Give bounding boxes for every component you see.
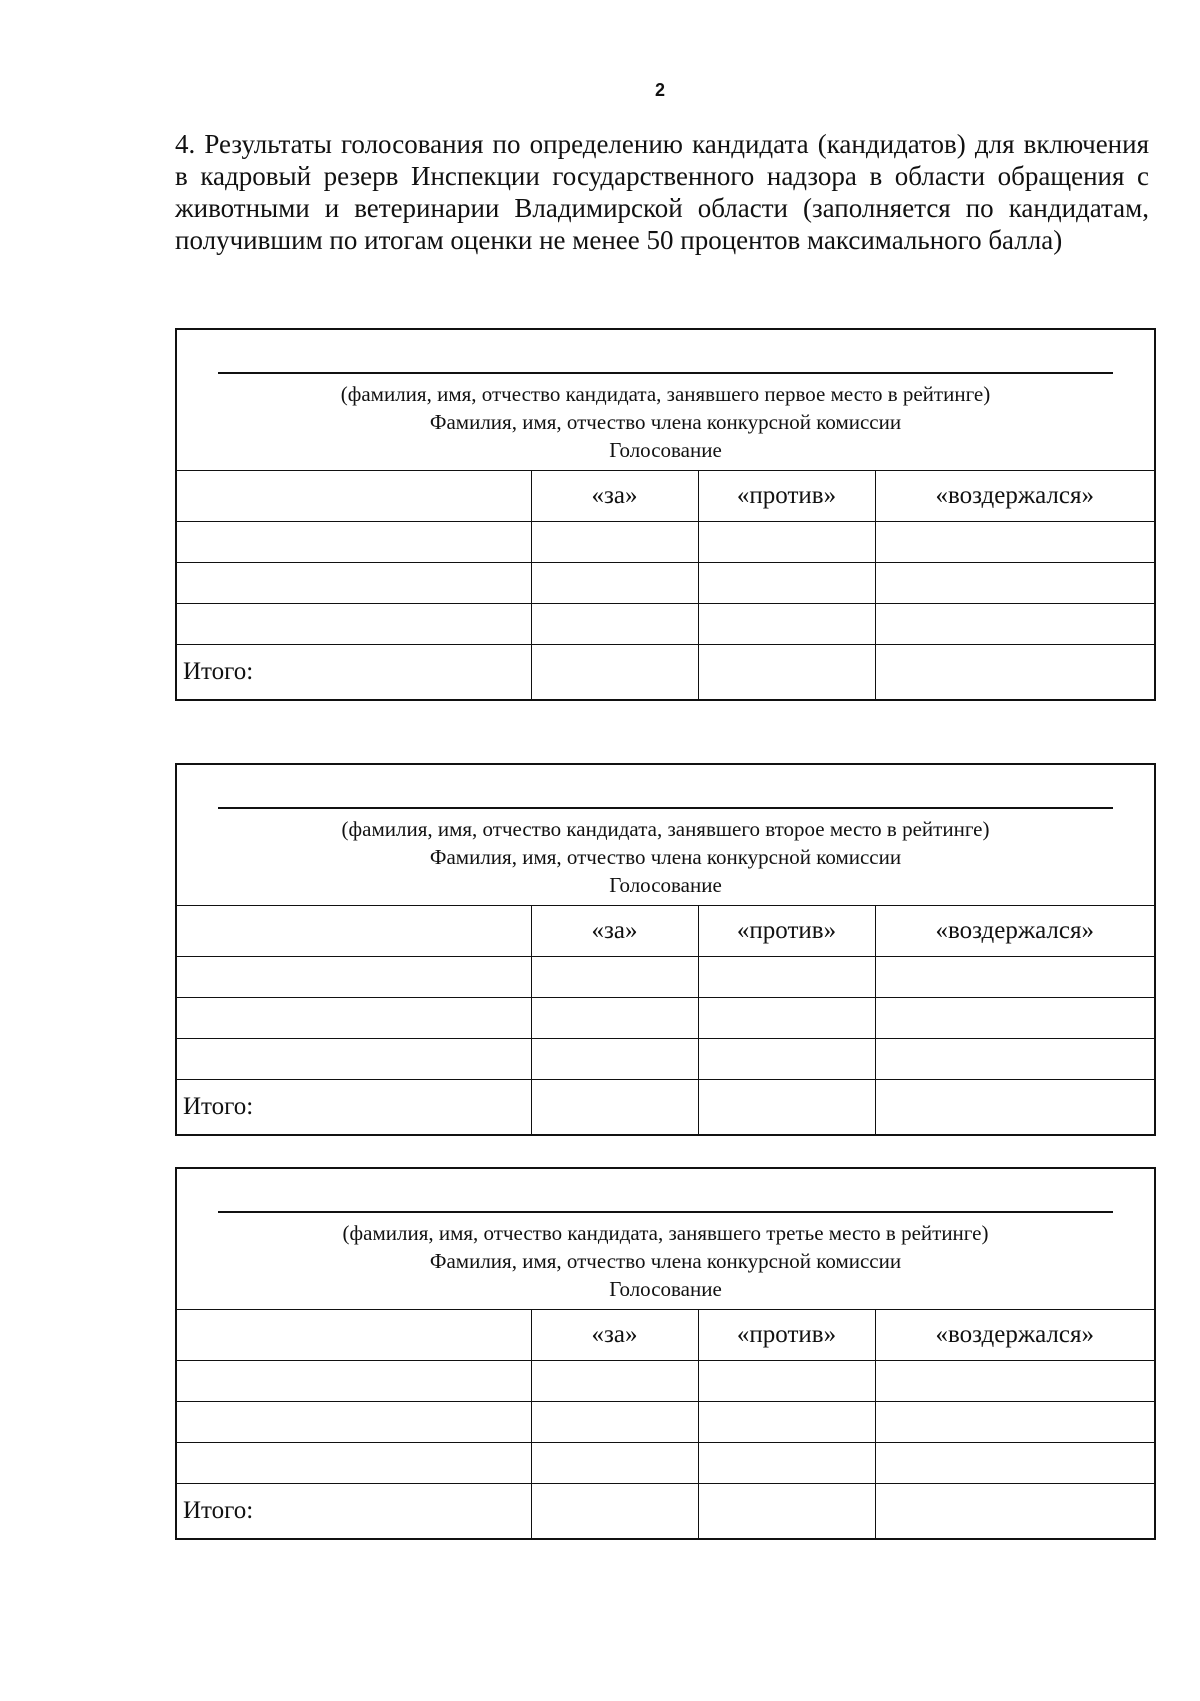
table-row (176, 522, 1155, 563)
section-paragraph: 4. Результаты голосования по определению кандидата (кандидатов) для включения в кадровый резерв Инспекции государственного надзора в области обращения с животными и ветеринарии Владимирской области (заполняется по кандидатам, получившим по итогам оценки не менее 50 процентов максимального балла) (175, 129, 1149, 255)
member-name-header-cell (176, 1310, 531, 1361)
table-row (176, 1443, 1155, 1484)
table-row (176, 1361, 1155, 1402)
vote-against-cell[interactable] (698, 522, 875, 563)
vote-abstained-cell[interactable] (875, 1361, 1155, 1402)
page-number: 2 (654, 80, 665, 100)
total-abstained-cell[interactable] (875, 645, 1155, 701)
table-row (176, 563, 1155, 604)
total-row (176, 1484, 1155, 1540)
total-label: Итого: (176, 1484, 531, 1540)
member-name-cell[interactable] (176, 1039, 531, 1080)
vote-abstained-cell[interactable] (875, 1039, 1155, 1080)
member-name-cell[interactable] (176, 563, 531, 604)
vote-for-cell[interactable] (531, 522, 698, 563)
vote-against-cell[interactable] (698, 1361, 875, 1402)
vote-for-cell[interactable] (531, 1402, 698, 1443)
table-header-cell (176, 329, 1155, 471)
candidate-caption: (фамилия, имя, отчество кандидата, занявшего первое место в рейтинге) (340, 382, 991, 406)
vote-against-cell[interactable] (698, 1039, 875, 1080)
vote-against-cell[interactable] (698, 604, 875, 645)
vote-abstained-cell[interactable] (875, 522, 1155, 563)
table-row (176, 1039, 1155, 1080)
member-name-cell[interactable] (176, 1443, 531, 1484)
total-for-cell[interactable] (531, 645, 698, 701)
member-name-cell[interactable] (176, 998, 531, 1039)
vote-for-cell[interactable] (531, 604, 698, 645)
voting-caption: Голосование (609, 1277, 722, 1301)
column-header-against: «против» (698, 471, 875, 522)
table-row (176, 957, 1155, 998)
total-for-cell[interactable] (531, 1080, 698, 1136)
vote-abstained-cell[interactable] (875, 563, 1155, 604)
vote-for-cell[interactable] (531, 1443, 698, 1484)
member-name-header-cell (176, 906, 531, 957)
vote-for-cell[interactable] (531, 1361, 698, 1402)
table-row (176, 604, 1155, 645)
member-caption: Фамилия, имя, отчество члена конкурсной комиссии (429, 845, 902, 869)
table-header-cell (176, 1168, 1155, 1310)
vote-against-cell[interactable] (698, 957, 875, 998)
total-against-cell[interactable] (698, 645, 875, 701)
member-name-cell[interactable] (176, 522, 531, 563)
vote-for-cell[interactable] (531, 957, 698, 998)
total-against-cell[interactable] (698, 1080, 875, 1136)
vote-abstained-cell[interactable] (875, 1402, 1155, 1443)
column-header-abstained: «воздержался» (875, 471, 1155, 522)
column-header-against: «против» (698, 906, 875, 957)
member-name-cell[interactable] (176, 957, 531, 998)
vote-against-cell[interactable] (698, 998, 875, 1039)
vote-table-third-place (175, 1167, 1156, 1540)
vote-against-cell[interactable] (698, 563, 875, 604)
column-header-for: «за» (531, 1310, 698, 1361)
vote-abstained-cell[interactable] (875, 957, 1155, 998)
voting-caption: Голосование (609, 438, 722, 462)
column-header-against: «против» (698, 1310, 875, 1361)
vote-against-cell[interactable] (698, 1443, 875, 1484)
vote-table-first-place (175, 328, 1156, 701)
candidate-name-line (218, 372, 1113, 374)
vote-abstained-cell[interactable] (875, 1443, 1155, 1484)
total-against-cell[interactable] (698, 1484, 875, 1540)
vote-for-cell[interactable] (531, 998, 698, 1039)
vote-abstained-cell[interactable] (875, 604, 1155, 645)
member-name-header-cell (176, 471, 531, 522)
candidate-caption: (фамилия, имя, отчество кандидата, занявшего второе место в рейтинге) (341, 817, 990, 841)
vote-table-second-place (175, 763, 1156, 1136)
voting-caption: Голосование (609, 873, 722, 897)
total-abstained-cell[interactable] (875, 1080, 1155, 1136)
column-header-abstained: «воздержался» (875, 906, 1155, 957)
table-header-cell (176, 764, 1155, 906)
member-caption: Фамилия, имя, отчество члена конкурсной комиссии (429, 1249, 902, 1273)
total-row (176, 1080, 1155, 1136)
total-for-cell[interactable] (531, 1484, 698, 1540)
table-row (176, 1402, 1155, 1443)
column-header-abstained: «воздержался» (875, 1310, 1155, 1361)
member-caption: Фамилия, имя, отчество члена конкурсной комиссии (429, 410, 902, 434)
table-row (176, 998, 1155, 1039)
vote-abstained-cell[interactable] (875, 998, 1155, 1039)
candidate-caption: (фамилия, имя, отчество кандидата, занявшего третье место в рейтинге) (342, 1221, 989, 1245)
candidate-name-line (218, 807, 1113, 809)
member-name-cell[interactable] (176, 604, 531, 645)
vote-for-cell[interactable] (531, 563, 698, 604)
total-label: Итого: (176, 645, 531, 701)
column-header-for: «за» (531, 471, 698, 522)
total-label: Итого: (176, 1080, 531, 1136)
member-name-cell[interactable] (176, 1402, 531, 1443)
total-row (176, 645, 1155, 701)
vote-against-cell[interactable] (698, 1402, 875, 1443)
vote-for-cell[interactable] (531, 1039, 698, 1080)
member-name-cell[interactable] (176, 1361, 531, 1402)
candidate-name-line (218, 1211, 1113, 1213)
total-abstained-cell[interactable] (875, 1484, 1155, 1540)
column-header-for: «за» (531, 906, 698, 957)
